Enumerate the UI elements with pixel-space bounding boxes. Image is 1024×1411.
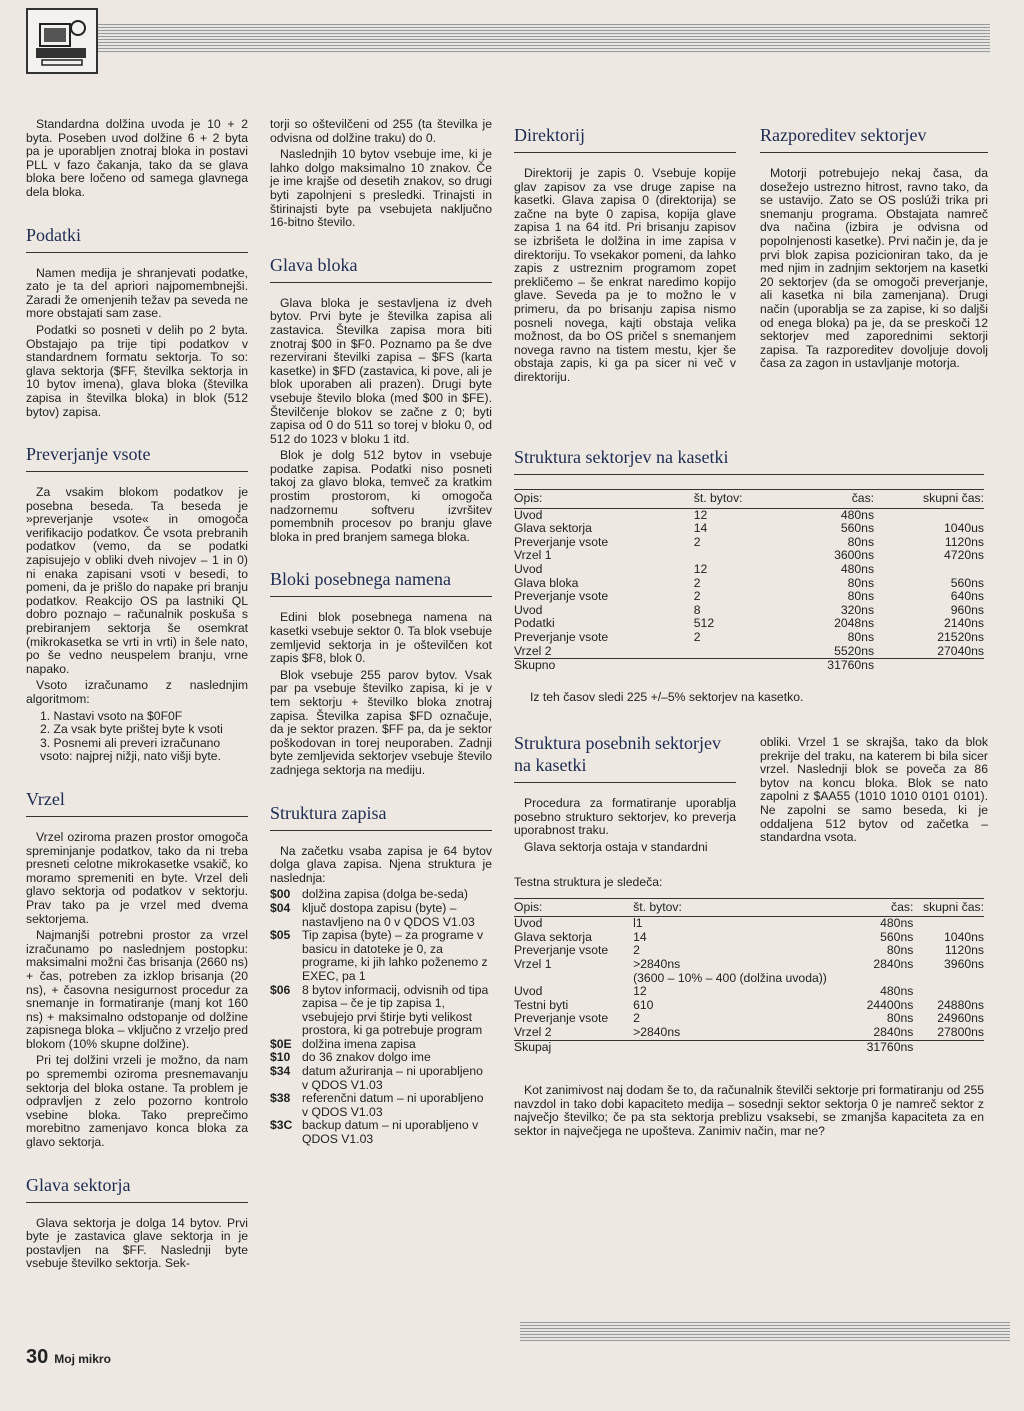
column-header: skupni čas: [874, 490, 984, 509]
table-cell [684, 549, 790, 563]
column-header: št. bytov: [623, 898, 859, 917]
table-cell [859, 972, 913, 986]
table-cell: Vrzel 1 [514, 956, 552, 971]
field-description: dolžina zapisa (dolga be-seda) [302, 887, 468, 902]
field-item [270, 1051, 492, 1065]
magazine-name: Moj mikro [54, 1352, 111, 1366]
table-row [514, 917, 984, 931]
table-row [514, 1040, 984, 1054]
table1-note: Iz teh časov sledi 225 +/–5% sektorjev na kasetko. [530, 690, 804, 704]
table-cell: 2840ns [873, 956, 914, 971]
table-cell: 3600ns [834, 548, 875, 563]
table-row [514, 549, 984, 563]
table-cell: 80ns [886, 1011, 914, 1026]
table-cell: 12 [693, 561, 708, 576]
table-cell [623, 1040, 859, 1054]
sector-structure-table [514, 489, 984, 673]
table-cell: 512 [693, 616, 715, 631]
table-row [514, 522, 984, 536]
closing-paragraph: Kot zanimivost naj dodam še to, da računalnik številči sektorje pri formatiranju od 255 navzdol in tako dobi kapaciteto medija – sosednji sektor sektorja 0 je namreč sektor z največjo številko; če pa sta sektorja preblizu vsaksebi, se zmanjša kapaciteta za en sektor in največjega ne upošteva. Zanimiv način, mar ne? [514, 1083, 984, 1138]
table-row [514, 536, 984, 550]
table-row [514, 563, 984, 577]
table-cell: Vrzel 1 [514, 548, 552, 563]
table-cell: 31760ns [866, 1039, 914, 1054]
table-cell: Uvod [514, 561, 543, 576]
table-cell: >2840ns [633, 956, 681, 971]
table-cell: 2 [693, 629, 701, 644]
table-row [514, 958, 984, 972]
field-item [270, 1038, 492, 1052]
list-item: 3. Posnemi ali preveri izračunano vsoto: najprej nižji, nato višji byte. [40, 735, 221, 764]
table-cell: 2 [633, 943, 640, 958]
table-cell: Skupaj [514, 1039, 552, 1054]
magazine-logo [26, 8, 98, 74]
field-item [270, 888, 492, 902]
table-cell [684, 645, 790, 659]
field-item [270, 1065, 492, 1092]
table-cell: 2048ns [834, 616, 875, 631]
table-cell: 1040us [944, 521, 984, 536]
header-rule [60, 24, 990, 54]
section-heading-glava-bloka: Glava bloka [270, 254, 492, 283]
table-row [514, 631, 984, 645]
table-cell: 1120ns [944, 943, 984, 958]
computer-cartoon-icon [32, 14, 92, 68]
table-cell: 24880ns [937, 997, 984, 1012]
table-cell: 640ns [950, 589, 984, 604]
paragraph: Podatki so posneti v delih po 2 byta. Obstajajo pa trije tipi podatkov v standardnem formatu sektorja. To so: glava sektorja ($FF, številka sektorja in 10 bytov imena), glava bloka (številka zapisa in številka bloka) in blok (512 bytov) zapisa. [26, 322, 248, 419]
table-cell: Uvod [514, 984, 543, 999]
table-cell: 27040ns [874, 645, 984, 659]
paragraph: obliki. Vrzel 1 se skrajša, tako da blok prekrije del traku, na katerem bi bila sicer vrzel. Naslednji blok se poveča za 86 bytov na koncu bloka. Blok se nato zapolni z $AA55 (1010 1010 0101 0101). Ne zapolni se samo beseda, ki je oddaljena 512 bytov od začetka – standardna vsota. [760, 735, 988, 845]
table-cell: >2840ns [623, 1026, 859, 1040]
table-row [514, 1026, 984, 1040]
table-cell: Preverjanje vsote [514, 534, 609, 549]
field-description: Tip zapisa (byte) – za programe v basicu in datoteke je 0, za programe, ki jih lahko poženemo z EXEC, pa 1 [302, 928, 488, 983]
table-cell: 24960ns [937, 1011, 984, 1026]
field-item [270, 929, 492, 983]
table-cell: 80ns [886, 943, 914, 958]
paragraph: Naslednjih 10 bytov vsebuje ime, ki je lahko dolgo maksimalno 10 znakov. Če je ime krajše od desetih znakov, so drugi byti zapolnjeni s presledki. Trinajsti in štirinajsti byte pa vsebujeta naključno 16-bitno število. [270, 147, 492, 230]
footer-rule [520, 1322, 1010, 1342]
table-cell [874, 508, 984, 522]
column-header: čas: [859, 898, 913, 917]
paragraph: Vrzel oziroma prazen prostor omogoča spreminjanje podatkov, tako da ni treba presneti celotne mikrokasetke vsakič, ko moramo spremeniti en byte. Vrzel deli glavo sektorja od podatkov v sektorju. Prav tako pa je vrzel med dvema sektorjema. [26, 829, 248, 926]
section-heading-glava-sektorja: Glava sektorja [26, 1174, 248, 1203]
section-heading-razporeditev: Razporeditev sektorjev [760, 124, 988, 153]
table-row [514, 645, 984, 659]
paragraph: Blok vsebuje 255 parov bytov. Vsak par pa vsebuje številko zapisa, ki je v tem sektorju + številko bloka znotraj zapisa. Številka zapisa $FD označuje, da je sektor prazen. $FF pa, da je sektor poškodovan in torej neuporaben. Zadnji byte zemljevida sektorjev vsebuje število zadnjega sektorja na mediju. [270, 667, 492, 777]
section-heading-struktura-zapisa: Struktura zapisa [270, 802, 492, 831]
table-cell [874, 659, 984, 673]
table-cell [913, 972, 984, 986]
table-cell: Uvod [514, 507, 543, 522]
field-offset: $00 [270, 887, 291, 902]
field-item [270, 902, 492, 929]
table-row [514, 985, 984, 999]
table-cell: 2840ns [859, 1026, 913, 1040]
table-cell: 2 [693, 589, 701, 604]
table-cell: 560ns [950, 575, 984, 590]
paragraph: Procedura za formatiranje uporablja posebno strukturo sektorjev, ko preverja uporabnost traku. [514, 796, 736, 838]
paragraph: Motorji potrebujejo nekaj časa, da dosežejo ustrezno hitrost, ravno tako, da se ustavijo. Zato se OS poslúži trika pri snemanju programa. Obstajata namreč dva načina (izbira je odvisna od popolnjenosti kasetke). Prvi način je, da je prvi blok zapisa pozicioniran tako, da je med njim in zadnjim sektorjem na kasetki 20 sektorjev (da se omogoči preverjanje, ali kasetka ni bila zamenjana). Drugi način (uporablja se za zapise, ki so daljši od enega bloka) pa je, da se preskoči 12 sektorjev med zaporednimi sektorji zapisa. Ta razporeditev dovoljuje dovolj časa za zagon in ustavljanje motorja. [760, 166, 988, 371]
table-cell: Vrzel 2 [514, 645, 684, 659]
field-item [270, 1092, 492, 1119]
section-heading-bloki: Bloki posebnega namena [270, 568, 492, 597]
table2-section [514, 876, 984, 1054]
table-cell: 480ns [840, 507, 875, 522]
table-row [514, 577, 984, 591]
table1-section [514, 446, 984, 673]
record-header-fields [270, 888, 492, 1146]
table-cell [913, 1040, 984, 1054]
table-cell: 560ns [840, 521, 875, 536]
table-cell: Testni byti [514, 997, 569, 1012]
paragraph: Za vsakim blokom podatkov je posebna beseda. Ta beseda je »preverjanje vsote« in omogoča verifikacijo podatkov. Če vsota prebranih podatkov (vemo, da se podatki zapisujejo v obliki dveh nivojev – 1 in 0) ni enaka zapisani vsoti v besedi, to pomeni, da je prišlo do napake pri branju podatkov. Reakcijo OS pa lastniki QL dobro poznajo – računalnik poskuša s prebiranjem sektorja še osemkrat (mikrokasetka se vrti in vrti) in šele nato, po še vedno neuspelem branju, vrne napako. [26, 485, 248, 676]
field-offset: $0E [270, 1036, 292, 1051]
field-offset: $04 [270, 900, 291, 915]
special-sectors-right [760, 736, 988, 848]
table-cell: Preverjanje vsote [514, 1011, 609, 1026]
field-offset: $06 [270, 982, 291, 997]
column-header: Opis: [514, 898, 623, 917]
field-offset: $05 [270, 928, 291, 943]
table-cell: 27800ns [913, 1026, 984, 1040]
page-number: 30 [26, 1346, 49, 1368]
table-cell: 2 [633, 1011, 640, 1026]
section-heading-posebni-sektorji: Struktura posebnih sektorjev na kasetki [514, 732, 736, 783]
table-cell: 5520ns [790, 645, 874, 659]
paragraph: Glava sektorja je dolga 14 bytov. Prvi byte je zastavica glave sektorja in je postavljen na $FF. Naslednji byte vsebuje številko sektorja. Sek- [26, 1215, 248, 1271]
table-row [514, 659, 984, 673]
field-offset: $38 [270, 1091, 291, 1106]
table-cell: 12 [693, 507, 708, 522]
table-cell: Glava bloka [514, 575, 579, 590]
paragraph: Vsoto izračunamo z naslednjim algoritmom: [26, 678, 248, 706]
table-cell: Skupno [514, 658, 556, 673]
section-heading-direktorij: Direktorij [514, 124, 736, 153]
table-cell: Uvod [514, 916, 543, 931]
list-item: 1. Nastavi vsoto na $0F0F [40, 708, 183, 723]
column-header: skupni čas: [913, 898, 984, 917]
field-description: do 36 znakov dolgo ime [302, 1050, 431, 1065]
paragraph: Najmanjši potrebni prostor za vrzel izračunamo po naslednjem postopku: maksimalni možni čas brisanja (2660 ns) + čas, potreben za izklop brisanja (20 ns), + časovna nesigurnost procedur za snemanje in formatiranje (manj kot 160 ns) + maksimalno odstopanje od dolžine zapisnega bloka – vključno z vrzeljo pred blokom (10% skupne dolžine). [26, 928, 248, 1051]
section-heading-struktura-sektorjev: Struktura sektorjev na kasetki [514, 446, 984, 475]
table-row [514, 508, 984, 522]
table-cell: (3600 – 10% – 400 (dolžina uvoda)) [633, 970, 827, 985]
column-1 [26, 118, 248, 1274]
table-cell: Vrzel 2 [514, 1026, 623, 1040]
section-heading-podatki: Podatki [26, 224, 248, 253]
table-cell: 21520ns [937, 629, 984, 644]
table-cell: 80ns [847, 629, 875, 644]
field-item [270, 984, 492, 1038]
field-offset: $10 [270, 1050, 291, 1065]
list-item: 2. Za vsak byte prištej byte k vsoti [40, 722, 223, 737]
table-cell: 2 [693, 534, 701, 549]
table-cell: 320ns [840, 602, 875, 617]
table-cell: 1040ns [944, 929, 984, 944]
table-row [514, 931, 984, 945]
field-item [270, 1119, 492, 1146]
paragraph: Namen medija je shranjevati podatke, zato je ta del apriori najpomembnejši. Zaradi že omenjenih težav pa seveda ne more obstajati sam zase. [26, 265, 248, 321]
table-cell: 80ns [847, 575, 875, 590]
table-cell: 80ns [847, 534, 875, 549]
table-cell [874, 563, 984, 577]
table-cell: 8 [693, 602, 701, 617]
table-cell [913, 985, 984, 999]
column-3 [514, 124, 736, 388]
table-cell: 560ns [880, 929, 914, 944]
paragraph: Blok je dolg 512 bytov in vsebuje podatke zapisa. Podatki niso posneti takoj za glavo bloka, temveč za kratkim prostim prostorom, ki omogoča nadzornemu softveru izvršitev pomembnih procesov po branju glave bloka in pred branjem samega bloka. [270, 448, 492, 544]
table-row [514, 1012, 984, 1026]
field-description: 8 bytov informacij, odvisnih od tipa zapisa – če je tip zapisa 1, vsebujejo prvi štirje byti velikost prostora, ki ga potrebuje program [302, 982, 489, 1038]
table-cell: 480ns [880, 916, 914, 931]
column-header: št. bytov: [684, 490, 790, 509]
table-row [514, 604, 984, 618]
field-description: backup datum – ni uporabljeno v QDOS V1.03 [302, 1118, 479, 1147]
table-cell: Uvod [514, 602, 543, 617]
field-description: dolžina imena zapisa [302, 1036, 416, 1051]
table-row [514, 972, 984, 986]
page-footer [26, 1346, 111, 1369]
table-cell [913, 917, 984, 931]
column-header: čas: [790, 490, 874, 509]
intro-paragraph: Standardna dolžina uvoda je 10 + 2 byta. Poseben uvod dolžine 6 + 2 byta pa je uporabljen znotraj bloka in postavi PLL v fazo čakanja, tako da se glava bloka bere ločeno od samega glavnega dela bloka. [26, 117, 248, 199]
table2-intro: Testna struktura je sledeča: [514, 875, 663, 889]
table-row [514, 944, 984, 958]
table-cell: Glava sektorja [514, 521, 592, 536]
special-sectors-left [514, 732, 736, 857]
field-description: referenčni datum – ni uporabljeno v QDOS V1.03 [302, 1091, 484, 1119]
table-cell: Preverjanje vsote [514, 943, 609, 958]
table-cell: 2 [693, 575, 701, 590]
table-cell [684, 659, 790, 673]
paragraph: Glava bloka je sestavljena iz dveh bytov. Prvi byte je številka zapisa ali zastavica. Številka zapisa mora biti znotraj $00 in $F0. Poznamo pa še dve rezervirani številki zapisa – $FS (karta kasetke) in $FD (zastavica, ki pove, ali je blok uporaben ali prazen). Drugi byte vsebuje število bloka (med $00 in $FE). Številčenje blokov se začne z 0; byti zapisa od 0 do 511 so torej v bloku 0, od 512 do 1023 v bloku 1 itd. [270, 295, 492, 446]
table-cell: 14 [693, 521, 708, 536]
table-cell: l1 [633, 916, 643, 931]
table-cell: 480ns [840, 561, 875, 576]
algorithm-list [26, 710, 248, 764]
table-cell: 4720ns [944, 548, 984, 563]
paragraph: Pri tej dolžini vrzeli je možno, da nam po spremembi oziroma presnemavanju sektorja del bloka ostane. Ta problem je odpravljen z zelo pozorno kontrolo vsebine bloka. Tako preprečimo morebitno zamenjavo konca bloka za glavo sektorja. [26, 1053, 248, 1150]
paragraph: torji so oštevilčeni od 255 (ta številka je odvisna od dolžine traku) do 0. [270, 117, 492, 145]
test-structure-table [514, 898, 984, 1055]
table-cell: 1120ns [944, 534, 984, 549]
field-description: ključ dostopa zapisu (byte) – nastavljeno na 0 v QDOS V1.03 [302, 900, 475, 929]
table-cell: 3960ns [944, 956, 984, 971]
table-cell: Preverjanje vsote [514, 629, 609, 644]
paragraph: Edini blok posebnega namena na kasetki vsebuje sektor 0. Ta blok vsebuje zemljevid sektorja in je oštevilčen kot zapis $F8, blok 0. [270, 610, 492, 666]
table-row [514, 590, 984, 604]
column-4 [760, 124, 988, 374]
table-cell: Preverjanje vsote [514, 589, 609, 604]
table-cell: 960ns [950, 602, 984, 617]
table-cell [514, 972, 623, 986]
column-header: Opis: [514, 490, 684, 509]
paragraph: Na začetku vsaba zapisa je 64 bytov dolga glava zapisa. Njena struktura je naslednja: [270, 843, 492, 885]
table-cell: 24400ns [866, 997, 914, 1012]
closing-section [514, 1084, 984, 1141]
paragraph: Direktorij je zapis 0. Vsebuje kopije glav zapisov za vse druge zapise na kasetki. Glava zapisa 0 (direktorija) se začne na byte 0 zapisa, kopija glave zapisa 1 na 64 itd. Pri brisanju zapisov se izbrišeta le dolžina in ime zapisa v direktoriju. To vsekakor pomeni, da lahko zapis z ustreznim programom zopet prekličemo – še enkrat naredimo kopijo glave. Seveda pa je to možno le v primeru, da po brisanju zapisa nismo posneli novega, kajti obstaja velika možnost, da bo OS pričel s snemanjem novega ravno na tistem mestu, kjer še obstaja zapis, ki ga pa sicer ni več v direktoriju. [514, 166, 736, 384]
table-cell: 12 [633, 984, 647, 999]
paragraph: Glava sektorja ostaja v standardni [524, 839, 708, 854]
field-offset: $3C [270, 1118, 293, 1133]
table-cell: 610 [633, 997, 654, 1012]
section-heading-vrzel: Vrzel [26, 788, 248, 817]
table-cell: Glava sektorja [514, 929, 592, 944]
table-cell: Podatki [514, 616, 555, 631]
table-cell: 480ns [880, 984, 914, 999]
column-2 [270, 118, 492, 1147]
field-offset: $34 [270, 1064, 291, 1079]
table-row [514, 999, 984, 1013]
section-heading-preverjanje: Preverjanje vsote [26, 443, 248, 472]
table-cell: 14 [633, 929, 647, 944]
field-description: datum ažuriranja – ni uporabljeno v QDOS V1.03 [302, 1064, 483, 1092]
table-cell: 31760ns [827, 658, 875, 673]
table-row [514, 617, 984, 631]
table-cell: 2140ns [944, 616, 984, 631]
table-cell: 80ns [847, 589, 875, 604]
